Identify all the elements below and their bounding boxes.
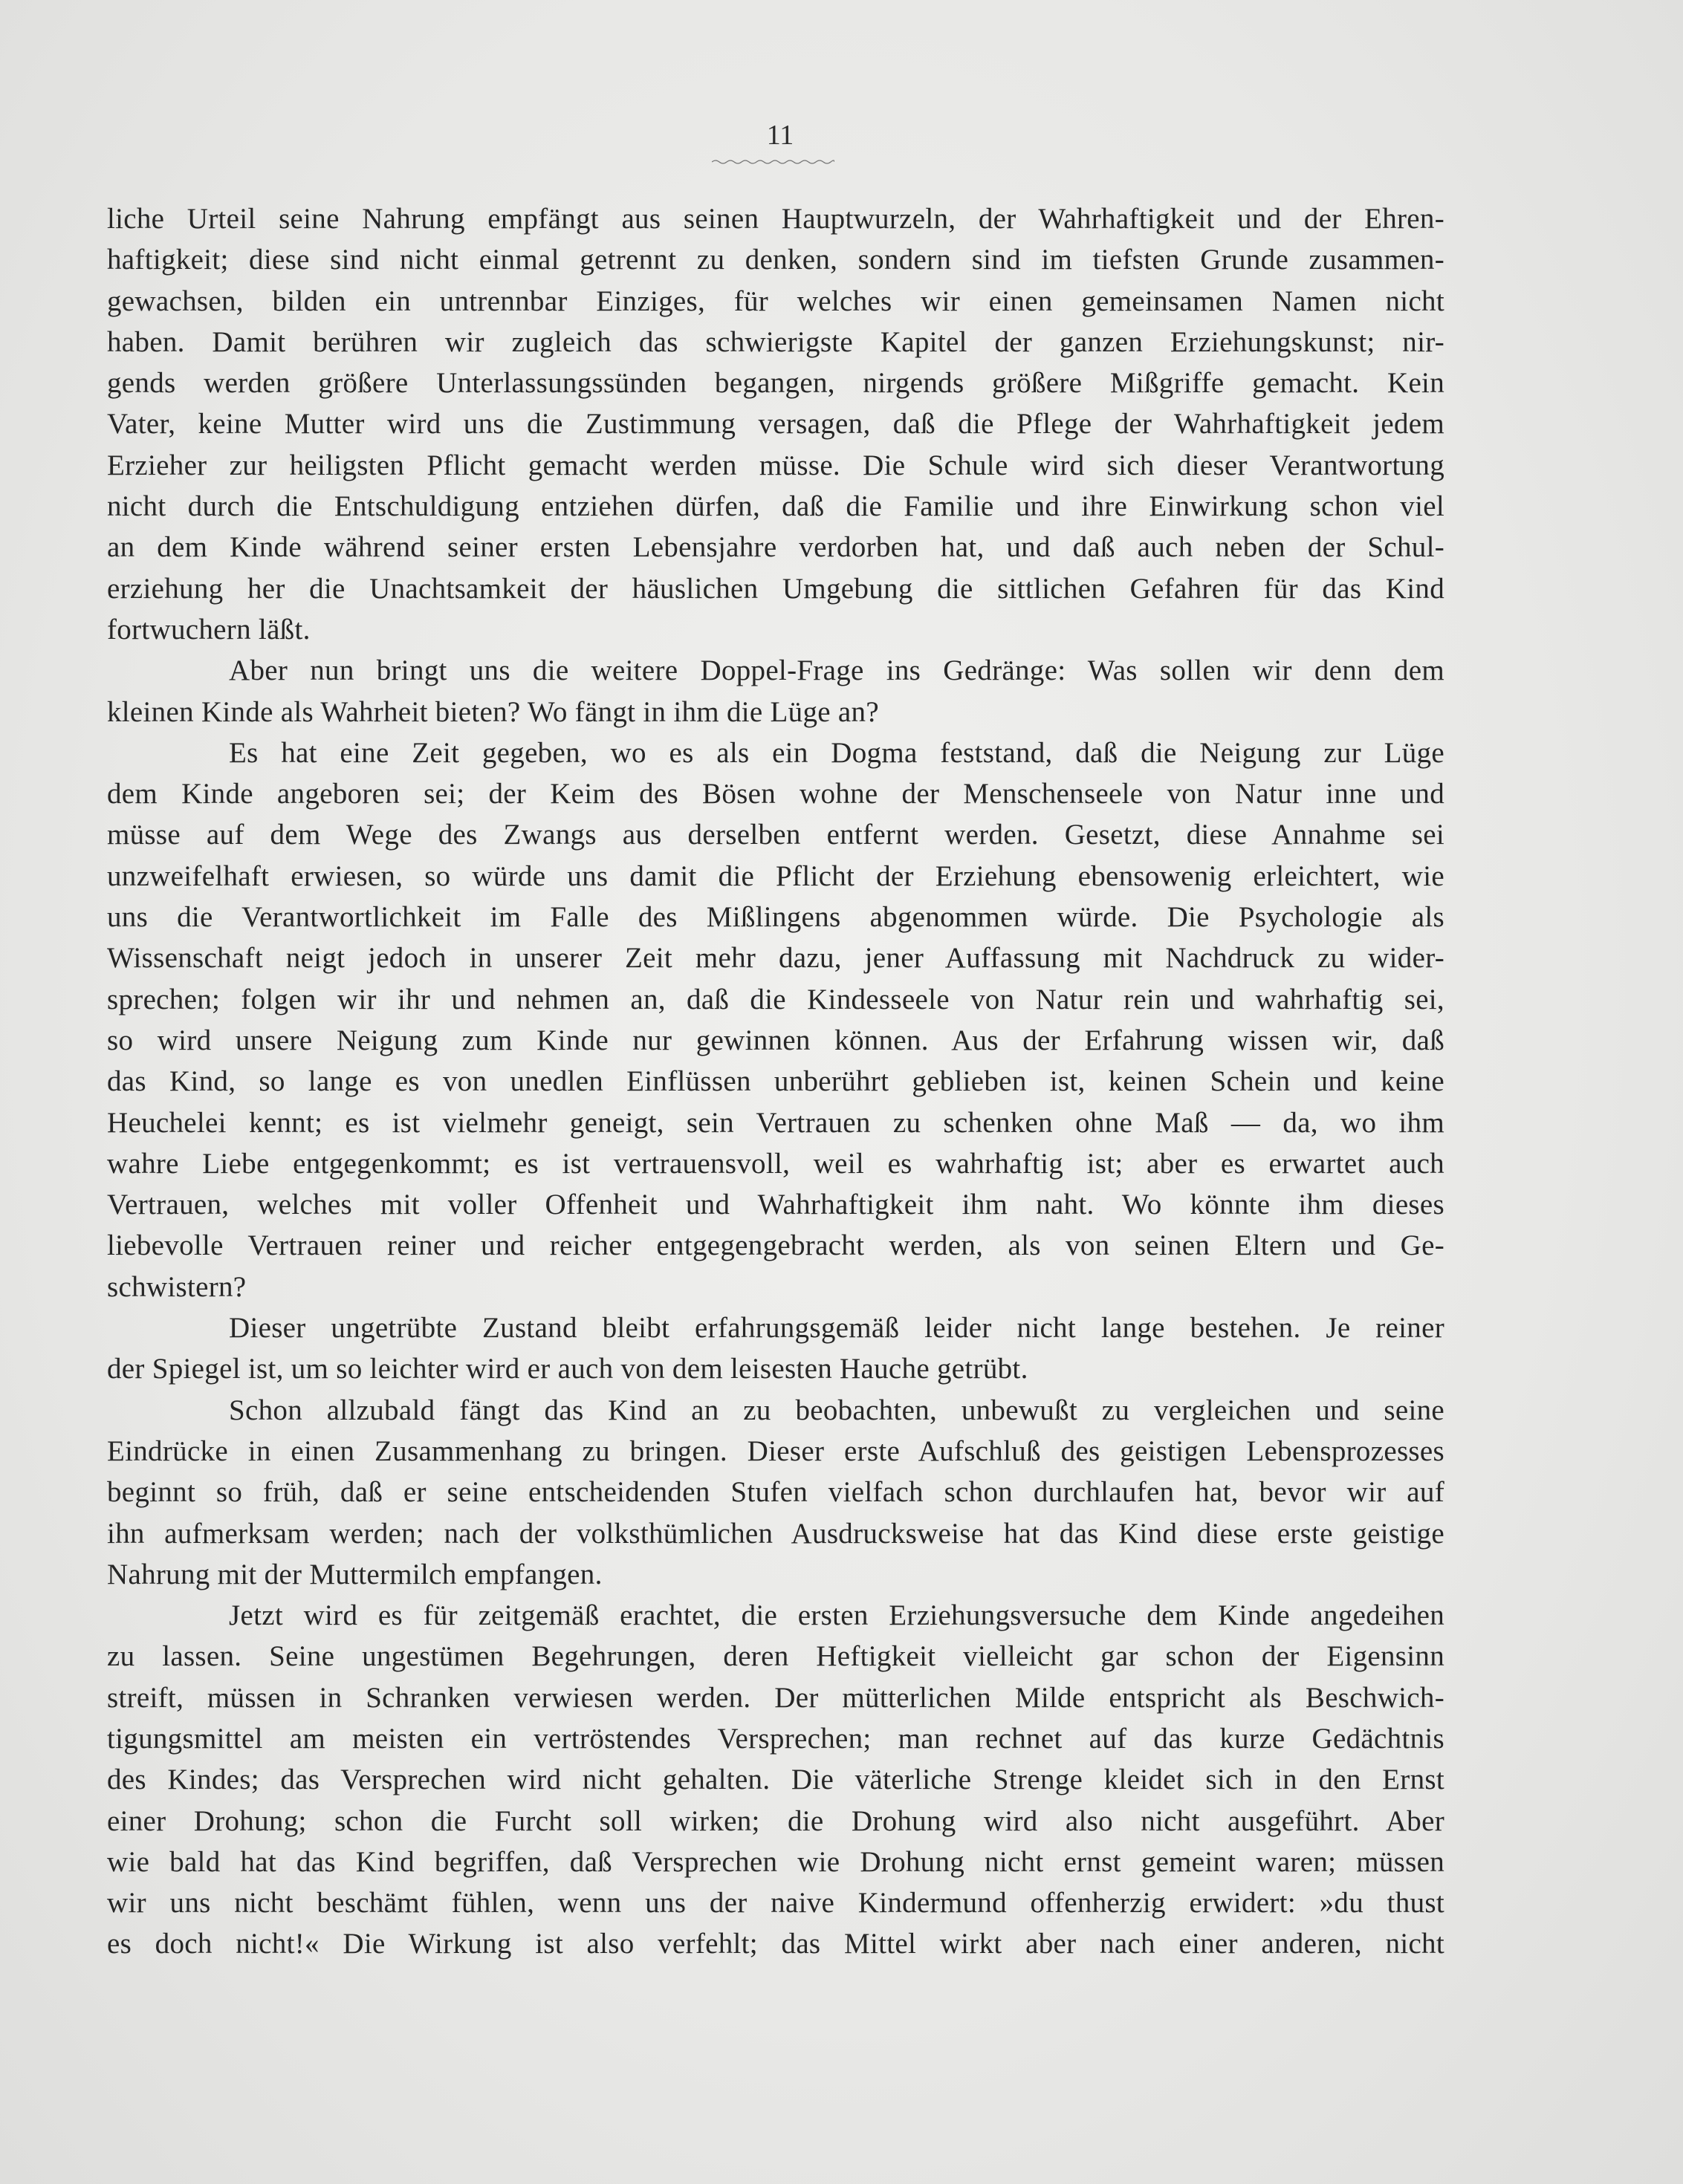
text-line: streift, müssen in Schranken verwiesen werden. Der mütterlichen Milde entspricht als Beschwich- xyxy=(107,1681,1444,1714)
text-line: fortwuchern läßt. xyxy=(107,613,311,646)
text-line: zu lassen. Seine ungestümen Begehrungen, deren Heftigkeit vielleicht gar schon der Eigensinn xyxy=(107,1640,1444,1673)
text-line: einer Drohung; schon die Furcht soll wirken; die Drohung wird also nicht ausgeführt. Aber xyxy=(107,1804,1444,1837)
text-line: haben. Damit berühren wir zugleich das schwierigste Kapitel der ganzen Erziehungskunst; nir- xyxy=(107,325,1444,358)
text-line: haftigkeit; diese sind nicht einmal getrennt zu denken, sondern sind im tiefsten Grunde zusammen- xyxy=(107,244,1444,276)
text-line: ihn aufmerksam werden; nach der volksthümlichen Ausdrucksweise hat das Kind diese erste geistige xyxy=(107,1517,1444,1550)
text-line: gends werden größere Unterlassungssünden begangen, nirgends größere Mißgriffe gemacht. Kein xyxy=(107,367,1444,400)
text-line: Jetzt wird es für zeitgemäß erachtet, die ersten Erziehungsversuche dem Kinde angedeihen xyxy=(229,1599,1444,1632)
text-line: nicht durch die Entschuldigung entziehen dürfen, daß die Familie und ihre Einwirkung schon viel xyxy=(107,490,1444,523)
text-line: an dem Kinde während seiner ersten Lebensjahre verdorben hat, und daß auch neben der Schul- xyxy=(107,531,1444,564)
text-line: Heuchelei kennt; es ist vielmehr geneigt, sein Vertrauen zu schenken ohne Maß — da, wo ihm xyxy=(107,1106,1444,1139)
text-line: Erzieher zur heiligsten Pflicht gemacht werden müsse. Die Schule wird sich dieser Verantwortung xyxy=(107,449,1444,481)
text-line: Vertrauen, welches mit voller Offenheit und Wahrhaftigkeit ihm naht. Wo könnte ihm dieses xyxy=(107,1189,1444,1221)
text-line: dem Kinde angeboren sei; der Keim des Bösen wohne der Menschenseele von Natur inne und xyxy=(107,778,1444,810)
body-text xyxy=(107,198,1444,1965)
text-line: unzweifelhaft erwiesen, so würde uns damit die Pflicht der Erziehung ebensowenig erleichtert, wie xyxy=(107,859,1444,892)
text-line: sprechen; folgen wir ihr und nehmen an, daß die Kindesseele von Natur rein und wahrhaftig sei, xyxy=(107,983,1444,1015)
text-line: kleinen Kinde als Wahrheit bieten? Wo fängt in ihm die Lüge an? xyxy=(107,695,879,728)
text-line: das Kind, so lange es von unedlen Einflüssen unberührt geblieben ist, keinen Schein und keine xyxy=(107,1065,1444,1098)
page-number: 11 xyxy=(766,120,794,151)
text-line: des Kindes; das Versprechen wird nicht gehalten. Die väterliche Strenge kleidet sich in den Ernst xyxy=(107,1764,1444,1796)
text-line: wie bald hat das Kind begriffen, daß Versprechen wie Drohung nicht ernst gemeint waren; müssen xyxy=(107,1845,1444,1878)
page-number-rule xyxy=(712,159,834,165)
text-line: gewachsen, bilden ein untrennbar Einziges, für welches wir einen gemeinsamen Namen nicht xyxy=(107,285,1444,317)
text-line: tigungsmittel am meisten ein vertröstendes Versprechen; man rechnet auf das kurze Gedächtnis xyxy=(107,1722,1444,1755)
text-line: so wird unsere Neigung zum Kinde nur gewinnen können. Aus der Erfahrung wissen wir, daß xyxy=(107,1024,1444,1056)
text-line: Es hat eine Zeit gegeben, wo es als ein Dogma feststand, daß die Neigung zur Lüge xyxy=(229,736,1444,769)
text-line: uns die Verantwortlichkeit im Falle des Mißlingens abgenommen würde. Die Psychologie als xyxy=(107,901,1444,934)
text-line: Schon allzubald fängt das Kind an zu beobachten, unbewußt zu vergleichen und seine xyxy=(229,1394,1444,1426)
text-line: Nahrung mit der Muttermilch empfangen. xyxy=(107,1558,603,1590)
text-line: Aber nun bringt uns die weitere Doppel-Frage ins Gedränge: Was sollen wir denn dem xyxy=(229,654,1444,687)
text-line: beginnt so früh, daß er seine entscheidenden Stufen vielfach schon durchlaufen hat, bevor wir auf xyxy=(107,1476,1444,1509)
text-line: müsse auf dem Wege des Zwangs aus derselben entfernt werden. Gesetzt, diese Annahme sei xyxy=(107,819,1444,851)
text-line: Dieser ungetrübte Zustand bleibt erfahrungsgemäß leider nicht lange bestehen. Je reiner xyxy=(229,1312,1444,1345)
text-line: schwistern? xyxy=(107,1270,247,1303)
text-line: liche Urteil seine Nahrung empfängt aus seinen Hauptwurzeln, der Wahrhaftigkeit und der Ehren- xyxy=(107,203,1444,235)
text-line: es doch nicht!« Die Wirkung ist also verfehlt; das Mittel wirkt aber nach einer anderen, nicht xyxy=(107,1928,1444,1960)
text-line: liebevolle Vertrauen reiner und reicher entgegengebracht werden, als von seinen Eltern und Ge- xyxy=(107,1229,1444,1262)
text-line: Vater, keine Mutter wird uns die Zustimmung versagen, daß die Pflege der Wahrhaftigkeit jedem xyxy=(107,408,1444,441)
text-line: wahre Liebe entgegenkommt; es ist vertrauensvoll, weil es wahrhaftig ist; aber es erwartet auch xyxy=(107,1147,1444,1180)
text-line: Eindrücke in einen Zusammenhang zu bringen. Dieser erste Aufschluß des geistigen Lebensprozesses xyxy=(107,1434,1444,1467)
text-line: erziehung her die Unachtsamkeit der häuslichen Umgebung die sittlichen Gefahren für das Kind xyxy=(107,572,1444,605)
text-line: der Spiegel ist, um so leichter wird er auch von dem leisesten Hauche getrübt. xyxy=(107,1353,1028,1385)
text-line: Wissenschaft neigt jedoch in unserer Zeit mehr dazu, jener Auffassung mit Nachdruck zu wider- xyxy=(107,942,1444,975)
text-line: wir uns nicht beschämt fühlen, wenn uns der naive Kindermund offenherzig erwidert: »du thust xyxy=(107,1887,1444,1920)
